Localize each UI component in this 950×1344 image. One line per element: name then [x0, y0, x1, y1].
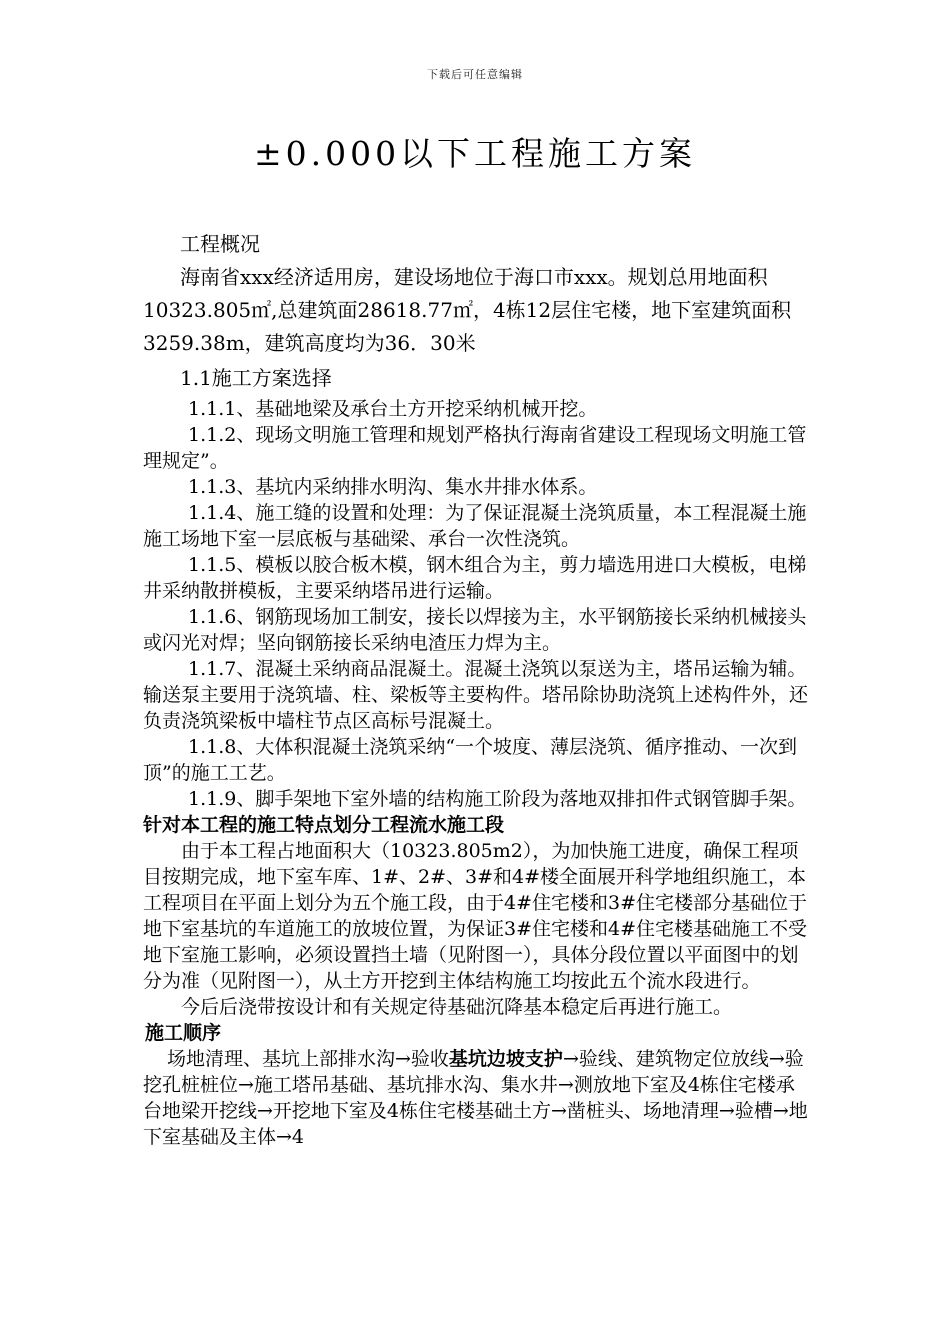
sequence-text-end: →验线、建筑物定位放线→验挖孔桩桩位→施工塔吊基础、基坑排水沟、集水井→测放地下室及4栋住宅楼承台地梁开挖线→开挖地下室及4栋住宅楼基础土方→凿桩头、场地清理→验槽→地下室基础及主体→4 — [143, 1048, 808, 1148]
document-title: ±0.000以下工程施工方案 — [253, 134, 697, 173]
sequence-paragraph — [143, 1046, 808, 1150]
page-header: 下载后可任意编辑 — [427, 68, 523, 81]
list-item: 1.1.6、钢筋现场加工制安，接长以焊接为主，水平钢筋接长采纳机械接头或闪光对焊；坚向钢筋接长采纳电渣压力焊为主。 — [143, 606, 807, 654]
flow-section-heading: 针对本工程的施工特点划分工程流水施工段 — [143, 814, 505, 836]
list-item: 1.1.8、大体积混凝土浇筑采纳“一个坡度、薄层浇筑、循序推动、一次到顶”的施工工艺。 — [143, 736, 798, 784]
list-item: 1.1.4、施工缝的设置和处理：为了保证混凝土浇筑质量，本工程混凝土施施工场地下室一层底板与基础梁、承台一次性浇筑。 — [143, 502, 807, 550]
list-item: 1.1.1、基础地梁及承台土方开挖采纳机械开挖。 — [188, 398, 598, 420]
section-1-1-heading: 1.1施工方案选择 — [180, 366, 332, 390]
overview-text: 海南省xxx经济适用房，建设场地位于海口市xxx。规划总用地面积10323.805㎡,总建筑面28618.77㎡，4栋12层住宅楼，地下室建筑面积3259.38m，建筑高度均为36．30米 — [143, 265, 792, 355]
post-pour-strip-paragraph: 今后后浇带按设计和有关规定待基础沉降基本稳定后再进行施工。 — [181, 996, 733, 1018]
overview-heading: 工程概况 — [180, 232, 260, 256]
flow-paragraph: 由于本工程占地面积大（10323.805m2），为加快施工进度，确保工程项目按期完成，地下室车库、1#、2#、3#和4#楼全面展开科学地组织施工，本工程项目在平面上划分为五个施工段，由于4#住宅楼和3#住宅楼部分基础位于地下室基坑的车道施工的放坡位置，为保证3#住宅楼和4#住宅楼基础施工不受地下室施工影响，必须设置挡土墙（见附图一），具体分段位置以平面图中的划分为准（见附图一），从土方开挖到主体结构施工均按此五个流水段进行。 — [143, 840, 808, 992]
list-item: 1.1.7、混凝土采纳商品混凝土。混凝土浇筑以泵送为主，塔吊运输为辅。输送泵主要用于浇筑墙、柱、梁板等主要构件。塔吊除协助浇筑上述构件外，还负责浇筑梁板中墙柱节点区高标号混凝土。 — [143, 658, 809, 732]
list-item: 1.1.9、脚手架地下室外墙的结构施工阶段为落地双排扣件式钢管脚手架。 — [188, 788, 807, 810]
sequence-text-highlight: 基坑边坡支护 — [448, 1048, 563, 1070]
sequence-text-start: 场地清理、基坑上部排水沟→验收 — [167, 1048, 449, 1070]
list-item: 1.1.2、现场文明施工管理和规划严格执行海南省建设工程现场文明施工管理规定”。 — [143, 424, 807, 472]
list-item: 1.1.3、基坑内采纳排水明沟、集水井排水体系。 — [188, 476, 598, 498]
sequence-heading: 施工顺序 — [145, 1022, 222, 1044]
list-item: 1.1.5、模板以胶合板木模，钢木组合为主，剪力墙选用进口大模板，电梯井采纳散拼模板，主要采纳塔吊进行运输。 — [143, 554, 807, 602]
document-body — [143, 228, 808, 1150]
